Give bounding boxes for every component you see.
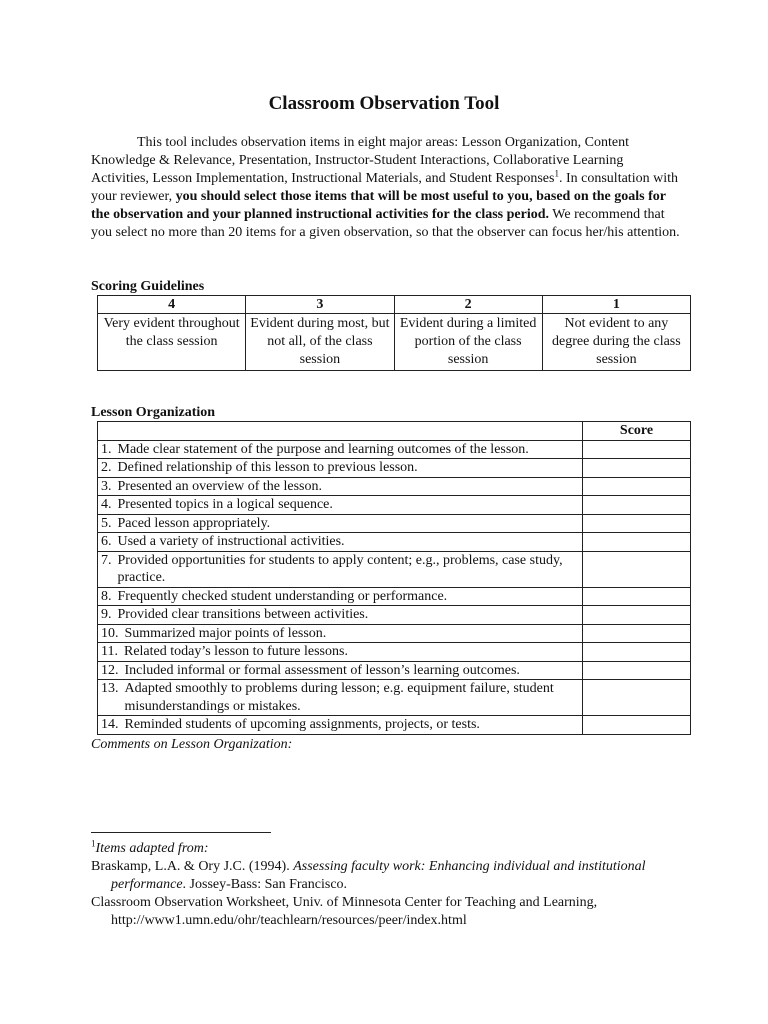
observation-item [101,459,579,477]
intro-bold-text: you should select those items that will be most useful to you, based on the goals for the observation and your planned instructional activities for the class period. [91,189,666,222]
intro-paragraph [91,134,683,242]
item-number: 11. [101,644,118,659]
item-text: Included informal or formal assessment of lesson’s learning outcomes. [124,662,520,678]
table-row [98,587,691,606]
item-number: 3. [101,478,112,494]
item-number: 8. [101,588,112,604]
score-cell[interactable] [583,624,691,643]
score-1-description: Not evident to any degree during the class session [542,314,690,371]
item-cell [98,477,583,496]
item-text: Made clear statement of the purpose and learning outcomes of the lesson. [117,441,529,457]
table-row [98,496,691,515]
score-cell[interactable] [583,533,691,552]
observation-item [101,496,579,514]
lesson-organization-table [97,421,691,735]
observation-item [101,606,579,624]
table-row [98,680,691,716]
footnotes [91,840,683,930]
item-cell [98,587,583,606]
item-text: Related today’s lesson to future lessons. [123,644,348,659]
reference-braskamp [91,858,683,894]
table-row [98,551,691,587]
reference-1-publisher: . Jossey-Bass: San Francisco. [182,877,348,892]
page-title: Classroom Observation Tool [268,93,500,114]
item-number: 2. [101,460,112,475]
table-row [98,643,691,662]
item-number: 1. [101,441,112,457]
item-text: Provided opportunities for students to apply content; e.g., problems, case study, practice. [117,552,563,585]
intro-text-2: . In consultation with your reviewer, [91,171,678,204]
footnote-heading [91,840,683,858]
lesson-organization-heading: Lesson Organization [91,405,216,420]
footnote-ref-mark[interactable]: 1 [554,168,559,179]
lesson-comments-label: Comments on Lesson Organization: [91,737,293,752]
item-cell [98,551,583,587]
item-cell [98,680,583,716]
item-number: 5. [101,515,112,531]
item-cell [98,624,583,643]
observation-item [101,680,579,715]
lesson-table-header-row [98,422,691,441]
score-cell[interactable] [583,606,691,625]
item-cell [98,514,583,533]
score-cell[interactable] [583,459,691,478]
item-number: 7. [101,552,112,568]
observation-item [101,643,579,661]
score-1-label: 1 [542,296,690,314]
item-text: Paced lesson appropriately. [117,515,271,531]
item-number: 9. [101,607,112,622]
item-text: Provided clear transitions between activities. [117,607,369,622]
item-text: Reminded students of upcoming assignments, projects, or tests. [124,717,480,732]
item-text: Defined relationship of this lesson to previous lesson. [117,460,418,475]
intro-text-3: We recommend that you select no more than 20 items for a given observation, so that the observer can focus her/his attention. [91,207,680,240]
score-cell[interactable] [583,496,691,515]
item-header-cell [98,422,583,441]
scoring-numbers-row [98,296,691,314]
table-row [98,606,691,625]
score-cell[interactable] [583,661,691,680]
item-cell [98,716,583,735]
item-cell [98,643,583,662]
item-text: Frequently checked student understanding or performance. [117,588,448,604]
item-number: 13. [101,681,119,696]
score-column-header: Score [583,422,691,441]
table-row [98,514,691,533]
item-cell [98,533,583,552]
item-cell [98,440,583,459]
score-cell[interactable] [583,680,691,716]
item-cell [98,661,583,680]
scoring-descriptions-row [98,314,691,371]
reference-1-title: Assessing faculty work: Enhancing individual and institutional performance [111,859,646,892]
score-3-description: Evident during most, but not all, of the class session [246,314,394,371]
item-cell [98,606,583,625]
score-cell[interactable] [583,587,691,606]
observation-item [101,625,579,643]
footnote-mark: 1 [91,838,96,849]
observation-item [101,515,579,533]
item-text: Adapted smoothly to problems during lesson; e.g. equipment failure, student misunderstandings or mistakes. [124,681,554,714]
reference-minnesota[interactable]: Classroom Observation Worksheet, Univ. of Minnesota Center for Teaching and Learning, http://www1.umn.edu/ohr/teachlearn/resources/peer/index.html [91,895,598,928]
reference-1-authors: Braskamp, L.A. & Ory J.C. (1994). [91,859,294,874]
item-text: Presented topics in a logical sequence. [117,497,333,512]
footnote-heading-text: Items adapted from: [95,841,209,856]
intro-text-1: This tool includes observation items in eight major areas: Lesson Organization, Content Knowledge & Relevance, Presentation, Instructor-Student Interactions, Collaborative Learning Activities, Lesson Implementation, Instructional Materials, and Student Responses [91,135,629,186]
scoring-guidelines-table [97,295,691,371]
footnote-divider [91,832,271,833]
table-row [98,459,691,478]
score-cell[interactable] [583,643,691,662]
table-row [98,624,691,643]
observation-item [101,662,579,680]
item-number: 6. [101,534,112,549]
observation-item [101,588,579,606]
score-2-label: 2 [394,296,542,314]
score-4-description: Very evident throughout the class session [98,314,246,371]
observation-item [101,478,579,496]
table-row [98,533,691,552]
score-4-label: 4 [98,296,246,314]
item-text: Summarized major points of lesson. [124,625,327,641]
item-text: Used a variety of instructional activities. [117,534,345,549]
item-number: 10. [101,625,119,641]
score-3-label: 3 [246,296,394,314]
item-text: Presented an overview of the lesson. [117,478,322,494]
observation-item [101,441,579,459]
table-row [98,440,691,459]
table-row [98,661,691,680]
item-cell [98,496,583,515]
item-cell [98,459,583,478]
score-cell[interactable] [583,477,691,496]
score-cell[interactable] [583,716,691,735]
observation-item [101,716,579,734]
table-row [98,716,691,735]
score-2-description: Evident during a limited portion of the class session [394,314,542,371]
item-number: 4. [101,497,112,512]
score-cell[interactable] [583,440,691,459]
observation-item [101,552,579,587]
item-number: 12. [101,662,119,678]
observation-item [101,533,579,551]
table-row [98,477,691,496]
scoring-guidelines-heading: Scoring Guidelines [91,279,205,294]
score-cell[interactable] [583,514,691,533]
lesson-items [98,440,691,734]
score-cell[interactable] [583,551,691,587]
item-number: 14. [101,717,119,732]
